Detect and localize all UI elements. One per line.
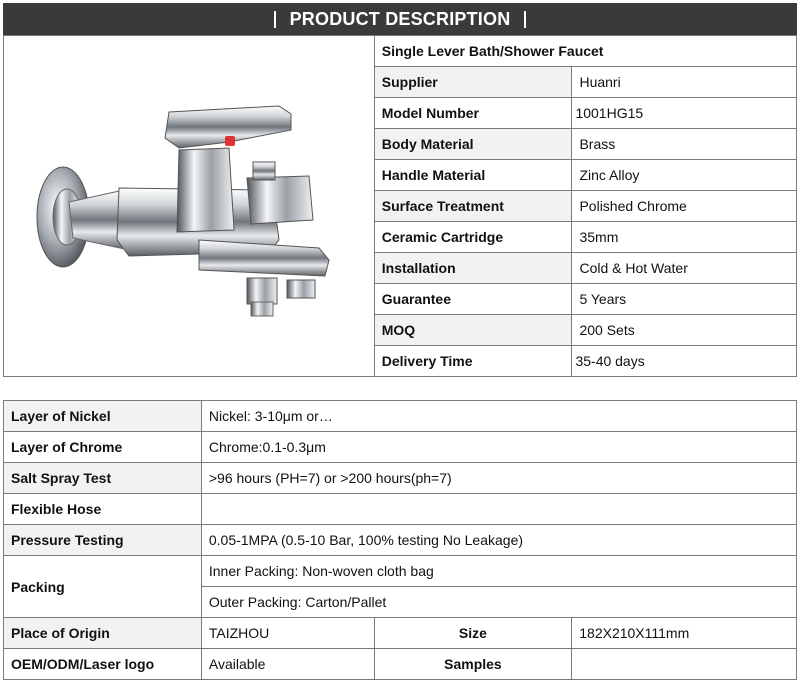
spec-label: Handle Material — [374, 160, 572, 191]
table-row — [4, 618, 797, 649]
faucet-image — [29, 90, 349, 320]
spec-value: 1001HG15 — [572, 98, 797, 129]
spec-label: Delivery Time — [374, 346, 572, 377]
spec-label: Guarantee — [374, 284, 572, 315]
spec-value: 35mm — [572, 222, 797, 253]
detail-label: Size — [374, 618, 572, 649]
spec-value: Brass — [572, 129, 797, 160]
detail-value: 182X210X111mm — [572, 618, 797, 649]
spec-value: Zinc Alloy — [572, 160, 797, 191]
table-row — [4, 432, 797, 463]
spec-label: Supplier — [374, 67, 572, 98]
detail-value: Inner Packing: Non-woven cloth bag — [201, 556, 796, 587]
spec-value: Cold & Hot Water — [572, 253, 797, 284]
spec-label: Ceramic Cartridge — [374, 222, 572, 253]
detail-label: Pressure Testing — [4, 525, 202, 556]
detail-label: Salt Spray Test — [4, 463, 202, 494]
spec-value: Polished Chrome — [572, 191, 797, 222]
detail-label: Layer of Chrome — [4, 432, 202, 463]
detail-value: >96 hours (PH=7) or >200 hours(ph=7) — [201, 463, 796, 494]
spec-label: MOQ — [374, 315, 572, 346]
product-image-cell — [4, 36, 375, 377]
detail-label: Layer of Nickel — [4, 401, 202, 432]
spec-label: Installation — [374, 253, 572, 284]
header-banner — [3, 3, 797, 35]
spec-value: 200 Sets — [572, 315, 797, 346]
spec-table — [3, 35, 797, 377]
header-bar-left — [274, 11, 276, 28]
product-name: Single Lever Bath/Shower Faucet — [374, 36, 796, 67]
detail-label: Packing — [4, 556, 202, 618]
page-title: PRODUCT DESCRIPTION — [289, 8, 511, 29]
spec-value: 35-40 days — [572, 346, 797, 377]
product-sheet — [3, 3, 797, 696]
table-row — [4, 494, 797, 525]
spec-label: Body Material — [374, 129, 572, 160]
detail-label: OEM/ODM/Laser logo — [4, 649, 202, 680]
detail-value — [572, 649, 797, 680]
detail-value — [201, 494, 796, 525]
table-row — [4, 649, 797, 680]
spec-value: Huanri — [572, 67, 797, 98]
table-row — [4, 36, 797, 67]
detail-value: Available — [201, 649, 374, 680]
table-row — [4, 556, 797, 587]
detail-value: Chrome:0.1-0.3μm — [201, 432, 796, 463]
detail-label: Samples — [374, 649, 572, 680]
spec-label: Model Number — [374, 98, 572, 129]
header-bar-right — [524, 11, 526, 28]
table-row — [4, 401, 797, 432]
detail-value: TAIZHOU — [201, 618, 374, 649]
spec-label: Surface Treatment — [374, 191, 572, 222]
detail-value: Outer Packing: Carton/Pallet — [201, 587, 796, 618]
detail-value: 0.05-1MPA (0.5-10 Bar, 100% testing No Leakage) — [201, 525, 796, 556]
detail-label: Place of Origin — [4, 618, 202, 649]
detail-label: Flexible Hose — [4, 494, 202, 525]
hot-cold-indicator-icon — [225, 136, 235, 146]
details-table — [3, 400, 797, 680]
detail-value: Nickel: 3-10μm or… — [201, 401, 796, 432]
spec-value: 5 Years — [572, 284, 797, 315]
table-row — [4, 525, 797, 556]
table-row — [4, 463, 797, 494]
